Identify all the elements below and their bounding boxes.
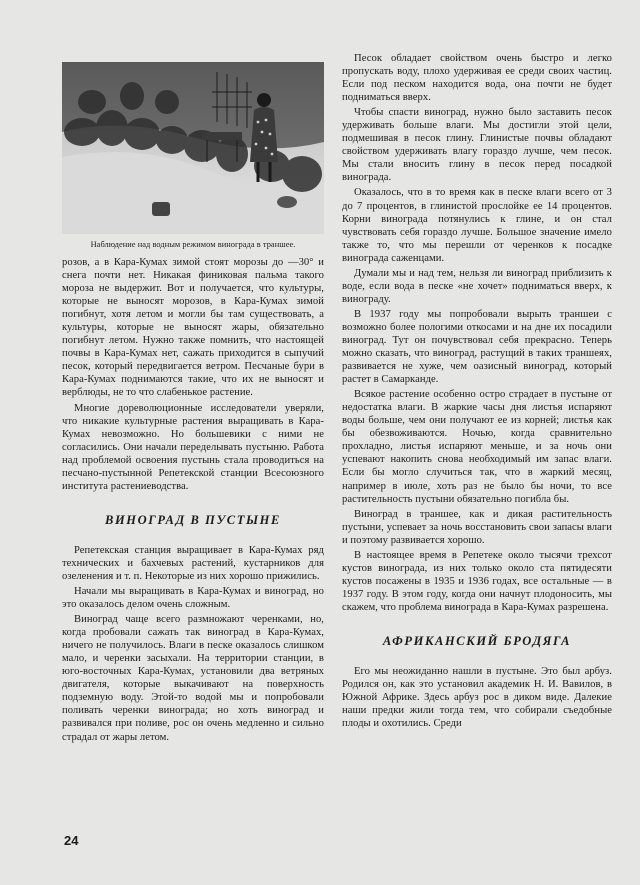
paragraph: В настоящее время в Репетеке около тысячи трехсот кустов винограда, из них только около ста пятидесяти кустов посажены в 1935 и 1936 годах, все остальные — в 1937 году. В этом году, когда они начнут плодоносить, мы скажем, что проблема винограда в Кара-Кумах разрешена. — [342, 549, 612, 613]
paragraph: Думали мы и над тем, нельзя ли виноград приблизить к воде, если вода в песке «не хочет» подниматься вверх, к винограду. — [342, 267, 612, 305]
paragraph: Виноград в траншее, как и дикая растительность пустыни, успевает за ночь восстановить свои запасы влаги и поэтому развивается хорошо. — [342, 508, 612, 546]
section-heading-african-wanderer: АФРИКАНСКИЙ БРОДЯГА — [382, 633, 572, 648]
paragraph: розов, а в Кара-Кумах зимой стоят морозы до —30° и снега почти нет. Никакая финиковая пальма такого мороза не выдержит. Вот и получается, что культуры, которые не выносят морозов, в Кара-Кумах зимой погибнут, хотя летом и могли бы там существовать, а культуры, которые не выносят жары, обязательно погибнут летом. Нужно также помнить, что настоящей почвы в Кара-Кумах нет, сажать приходится в сыпучий песок, который передвигается ветром. Песчаные бури в Кара-Кумах поднимаются такие, что их не выносят и верблюды, не то что слабенькое растение. — [62, 257, 324, 399]
paragraph: Виноград чаще всего размножают черенками, но, когда пробовали сажать так виноград в Кара-Кумах, ничего не получилось. Влаги в песке оказалось слишком мало, и черенки засыхали. На территории станции, в юго-восточных Кара-Кумах, установили два ветряных двигателя, которые выкачивают на поверхность подземную воду. Этой-то водой мы и попробовали поливать черенки винограда; но хоть виноград и развивался при поливе, рос он очень медленно и сильно страдал от жары летом. — [62, 614, 324, 743]
paragraph: Песок обладает свойством очень быстро и легко пропускать воду, плохо удерживая ее среди своих частиц. Если под песком находится вода, она почти не будет подниматься вверх. — [342, 53, 612, 104]
paragraph: Чтобы спасти виноград, нужно было заставить песок удерживать больше влаги. Мы достигли этой цели, подмешивая в песок глину. Глинистые почвы обладают свойством удерживать влагу гораздо лучше, чем песок. Мы стали вносить глину в песок перед посадкой винограда. — [342, 107, 612, 184]
paragraph: Его мы неожиданно нашли в пустыне. Это был арбуз. Родился он, как это установил академик Н. И. Вавилов, в Южной Африке. Здесь арбуз рос в диком виде. Далекие наши предки жили тогда тем, что собирали съедобные плоды и охотились. Среди — [342, 665, 612, 730]
vineyard-trench-photo — [62, 62, 324, 234]
paragraph: Оказалось, что в то время как в песке влаги всего от 3 до 7 процентов, в глинистой прослойке ее 14 процентов. Корни винограда потянулись к глине, и он стал чувствовать себя гораздо лучше. Большое значение имело также то, что мы перешли от черенков к посадке винограда саженцами. — [342, 187, 612, 264]
section-heading-grapes: ВИНОГРАД В ПУСТЫНЕ — [105, 512, 281, 527]
paragraph: Многие дореволюционные исследователи уверяли, что никакие культурные растения выращивать в Кара-Кумах невозможно. Но большевики с ними не согласились. Они начали переделывать пустыню. Работа над проблемой освоения пустынь стала проводиться на песчано-пустынной Репетекской станции Всесоюзного института растениеводства. — [62, 402, 324, 492]
left-column — [62, 62, 324, 746]
photo-caption: Наблюдение над водным режимом винограда в траншее. — [90, 240, 296, 249]
photo-illustration — [62, 62, 324, 234]
paragraph: В 1937 году мы попробовали вырыть траншеи с возможно более пологими откосами и на дне их посадили виноград. Тут он почувствовал себя прекрасно. Теперь можно сказать, что виноград, растущий в таких траншеях, развивается не хуже, чем оазисный виноград, который растет в Самарканде. — [342, 308, 612, 386]
right-column — [342, 52, 612, 732]
paragraph: Начали мы выращивать в Кара-Кумах и виноград, но это оказалось делом очень сложным. — [62, 585, 324, 611]
paragraph: Репетекская станция выращивает в Кара-Кумах ряд технических и бахчевых растений, кустарников для озеленения и т. п. Некоторые из них хорошо прижились. — [62, 544, 324, 582]
page-number: 24 — [64, 833, 79, 848]
paragraph: Всякое растение особенно остро страдает в пустыне от недостатка влаги. В жаркие часы дня листья испаряют воды больше, чем они получают ее из корней; листья как бы обезвоживаются. Ночью, когда сравнительно прохладно, листья испаряют меньше, и за ночь они успевают накопить снова необходимый им запас влаги. Если бы могло случиться так, что в жаркий месяц, например в июле, хоть раз не было бы ночи, то все растительность пустыни обязательно погибла бы. — [342, 389, 612, 505]
